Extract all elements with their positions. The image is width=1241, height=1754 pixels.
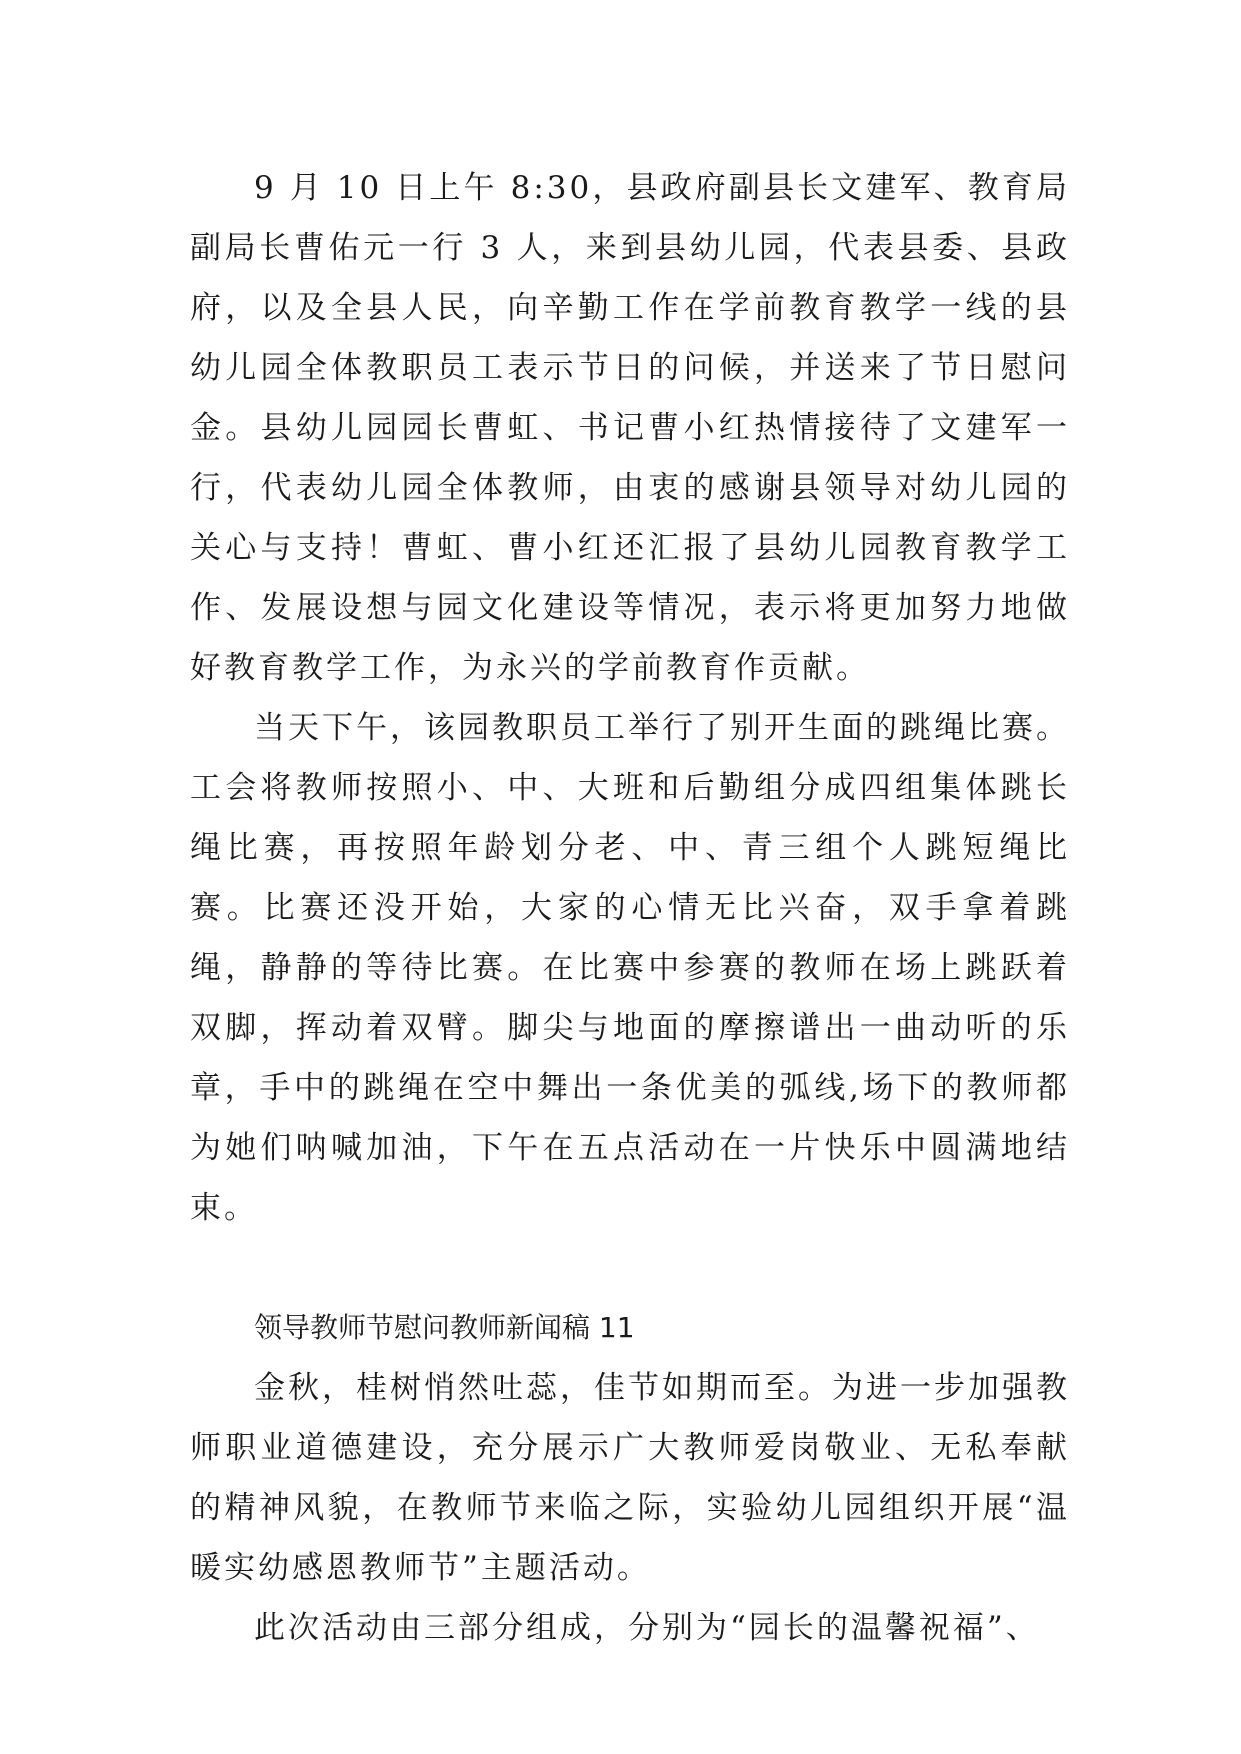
article-one-paragraph-2: 当天下午，该园教职员工举行了别开生面的跳绳比赛。工会将教师按照小、中、大班和后勤组分成四组集体跳长绳比赛，再按照年龄划分老、中、青三组个人跳短绳比赛。比赛还没开始，大家的心情无比兴奋，双手拿着跳绳，静静的等待比赛。在比赛中参赛的教师在场上跳跃着双脚，挥动着双臂。脚尖与地面的摩擦谱出一曲动听的乐章，手中的跳绳在空中舞出一条优美的弧线,场下的教师都为她们呐喊加油，下午在五点活动在一片快乐中圆满地结束。 <box>190 710 1070 1226</box>
article-two-paragraph-2: 此次活动由三部分组成，分别为“园长的温馨祝福”、 <box>254 1610 1040 1646</box>
document-body <box>190 158 1070 1658</box>
article-two-paragraph-1: 金秋，桂树悄然吐蕊，佳节如期而至。为进一步加强教师职业道德建设，充分展示广大教师爱岗敬业、无私奉献的精神风貌，在教师节来临之际，实验幼儿园组织开展“温暖实幼感恩教师节”主题活动。 <box>190 1370 1070 1586</box>
article-one-paragraph-1: 9 月 10 日上午 8:30，县政府副县长文建军、教育局副局长曹佑元一行 3 人，来到县幼儿园，代表县委、县政府，以及全县人民，向辛勤工作在学前教育教学一线的县幼儿园全体教职员工表示节日的问候，并送来了节日慰问金。县幼儿园园长曹虹、书记曹小红热情接待了文建军一行，代表幼儿园全体教师，由衷的感谢县领导对幼儿园的关心与支持！曹虹、曹小红还汇报了县幼儿园教育教学工作、发展设想与园文化建设等情况，表示将更加努力地做好教育教学工作，为永兴的学前教育作贡献。 <box>190 170 1070 686</box>
article-two-title: 领导教师节慰问教师新闻稿 11 <box>254 1311 635 1344</box>
section-spacer <box>190 1238 1070 1298</box>
